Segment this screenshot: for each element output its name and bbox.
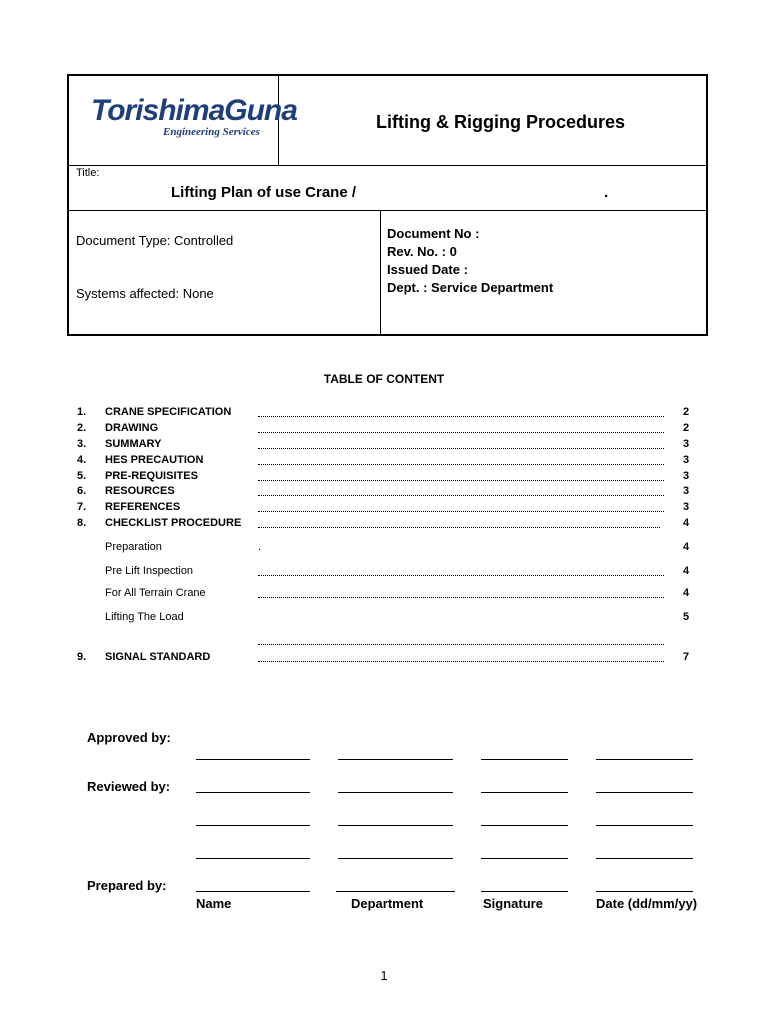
- toc-page: 4: [683, 587, 690, 599]
- signature-line[interactable]: [596, 759, 693, 760]
- toc-number: 6.: [77, 485, 87, 497]
- title-trailing: .: [604, 184, 609, 201]
- toc-label: Preparation: [105, 541, 162, 553]
- toc-item: [0, 422, 768, 436]
- toc-label: SIGNAL STANDARD: [105, 651, 211, 663]
- toc-item: [0, 517, 768, 531]
- toc-item: [0, 501, 768, 515]
- toc-leader: [258, 597, 664, 598]
- toc-page: 4: [683, 565, 690, 577]
- toc-number: 7.: [77, 501, 87, 513]
- document-header: [67, 74, 708, 336]
- toc-label: REFERENCES: [105, 501, 181, 513]
- header-divider: [69, 165, 706, 166]
- toc-number: 5.: [77, 470, 87, 482]
- signature-line[interactable]: [338, 759, 453, 760]
- toc-leader: [258, 527, 660, 528]
- toc-leader: [258, 511, 664, 512]
- signature-line[interactable]: [196, 825, 310, 826]
- toc-leader: [258, 644, 664, 645]
- signature-line[interactable]: [196, 891, 310, 892]
- signature-line[interactable]: [196, 792, 310, 793]
- toc-page: 4: [683, 517, 690, 529]
- signature-line[interactable]: [596, 891, 693, 892]
- toc-leader: [258, 432, 664, 433]
- toc-subitem: [0, 587, 768, 601]
- signature-line[interactable]: [596, 825, 693, 826]
- prepared-by-label: Prepared by:: [87, 878, 167, 893]
- toc-item: [0, 406, 768, 420]
- signature-line[interactable]: [481, 792, 568, 793]
- signature-line[interactable]: [196, 858, 310, 859]
- toc-label: PRE-REQUISITES: [105, 470, 198, 482]
- column-date: Date (dd/mm/yy): [596, 896, 698, 911]
- title-label: Title:: [76, 167, 100, 179]
- header-divider: [69, 210, 706, 211]
- toc-label: CRANE SPECIFICATION: [105, 406, 232, 418]
- toc-page: 3: [683, 485, 690, 497]
- toc-subitem: [0, 565, 768, 579]
- toc-item: [0, 454, 768, 468]
- signature-line[interactable]: [481, 858, 568, 859]
- toc-page: 4: [683, 541, 690, 553]
- toc-leader: [258, 464, 664, 465]
- signature-line[interactable]: [596, 792, 693, 793]
- signature-line[interactable]: [338, 825, 453, 826]
- toc-item: [0, 651, 768, 665]
- toc-subitem: [0, 611, 768, 625]
- column-name: Name: [196, 896, 232, 911]
- toc-page: 3: [683, 501, 690, 513]
- issued-date: Issued Date :: [387, 262, 468, 277]
- toc-title: TABLE OF CONTENT: [323, 372, 445, 386]
- signature-line[interactable]: [336, 891, 455, 892]
- systems-affected: Systems affected: None: [76, 286, 214, 301]
- toc-page: 5: [683, 611, 690, 623]
- rev-no: Rev. No. : 0: [387, 244, 457, 259]
- toc-leader: [258, 448, 664, 449]
- header-divider: [380, 210, 381, 336]
- approved-by-label: Approved by:: [87, 730, 171, 745]
- column-signature: Signature: [483, 896, 543, 911]
- toc-leader: [258, 416, 664, 417]
- toc-item: [0, 470, 768, 484]
- signature-line[interactable]: [338, 858, 453, 859]
- signature-line[interactable]: [481, 891, 568, 892]
- page-number: 1: [380, 968, 388, 983]
- logo-name: TorishimaGuna: [91, 94, 297, 127]
- logo-tagline: Engineering Services: [163, 126, 260, 138]
- department: Dept. : Service Department: [387, 280, 554, 295]
- document-heading: Lifting & Rigging Procedures: [376, 112, 626, 132]
- signature-line[interactable]: [481, 759, 568, 760]
- toc-leader: .: [258, 541, 262, 553]
- document-no: Document No :: [387, 226, 480, 241]
- signature-line[interactable]: [196, 759, 310, 760]
- toc-page: 3: [683, 438, 690, 450]
- toc-page: 2: [683, 422, 690, 434]
- toc-label: SUMMARY: [105, 438, 162, 450]
- toc-label: Lifting The Load: [105, 611, 184, 623]
- title-text: Lifting Plan of use Crane /: [171, 184, 357, 201]
- toc-subitem: [0, 541, 768, 555]
- column-department: Department: [351, 896, 424, 911]
- toc-leader: [258, 575, 664, 576]
- reviewed-by-label: Reviewed by:: [87, 779, 171, 794]
- toc-label: Pre Lift Inspection: [105, 565, 194, 577]
- toc-page: 3: [683, 454, 690, 466]
- toc-label: HES PRECAUTION: [105, 454, 204, 466]
- toc-page: 7: [683, 651, 690, 663]
- toc-label: DRAWING: [105, 422, 159, 434]
- toc-item: [0, 485, 768, 499]
- toc-leader: [258, 495, 664, 496]
- toc-leader: [258, 661, 664, 662]
- toc-label: For All Terrain Crane: [105, 587, 206, 599]
- document-type: Document Type: Controlled: [76, 233, 234, 248]
- signature-line[interactable]: [481, 825, 568, 826]
- signature-line[interactable]: [338, 792, 453, 793]
- toc-leader: [258, 480, 664, 481]
- toc-number: 2.: [77, 422, 87, 434]
- toc-label: CHECKLIST PROCEDURE: [105, 517, 242, 529]
- toc-page: 2: [683, 406, 690, 418]
- signature-line[interactable]: [596, 858, 693, 859]
- toc-number: 9.: [77, 651, 87, 663]
- toc-label: RESOURCES: [105, 485, 175, 497]
- toc-page: 3: [683, 470, 690, 482]
- toc-number: 8.: [77, 517, 87, 529]
- company-logo: [91, 94, 297, 138]
- toc-number: 4.: [77, 454, 87, 466]
- toc-number: 3.: [77, 438, 87, 450]
- toc-number: 1.: [77, 406, 87, 418]
- toc-item: [0, 438, 768, 452]
- toc-blank-row: [0, 634, 768, 648]
